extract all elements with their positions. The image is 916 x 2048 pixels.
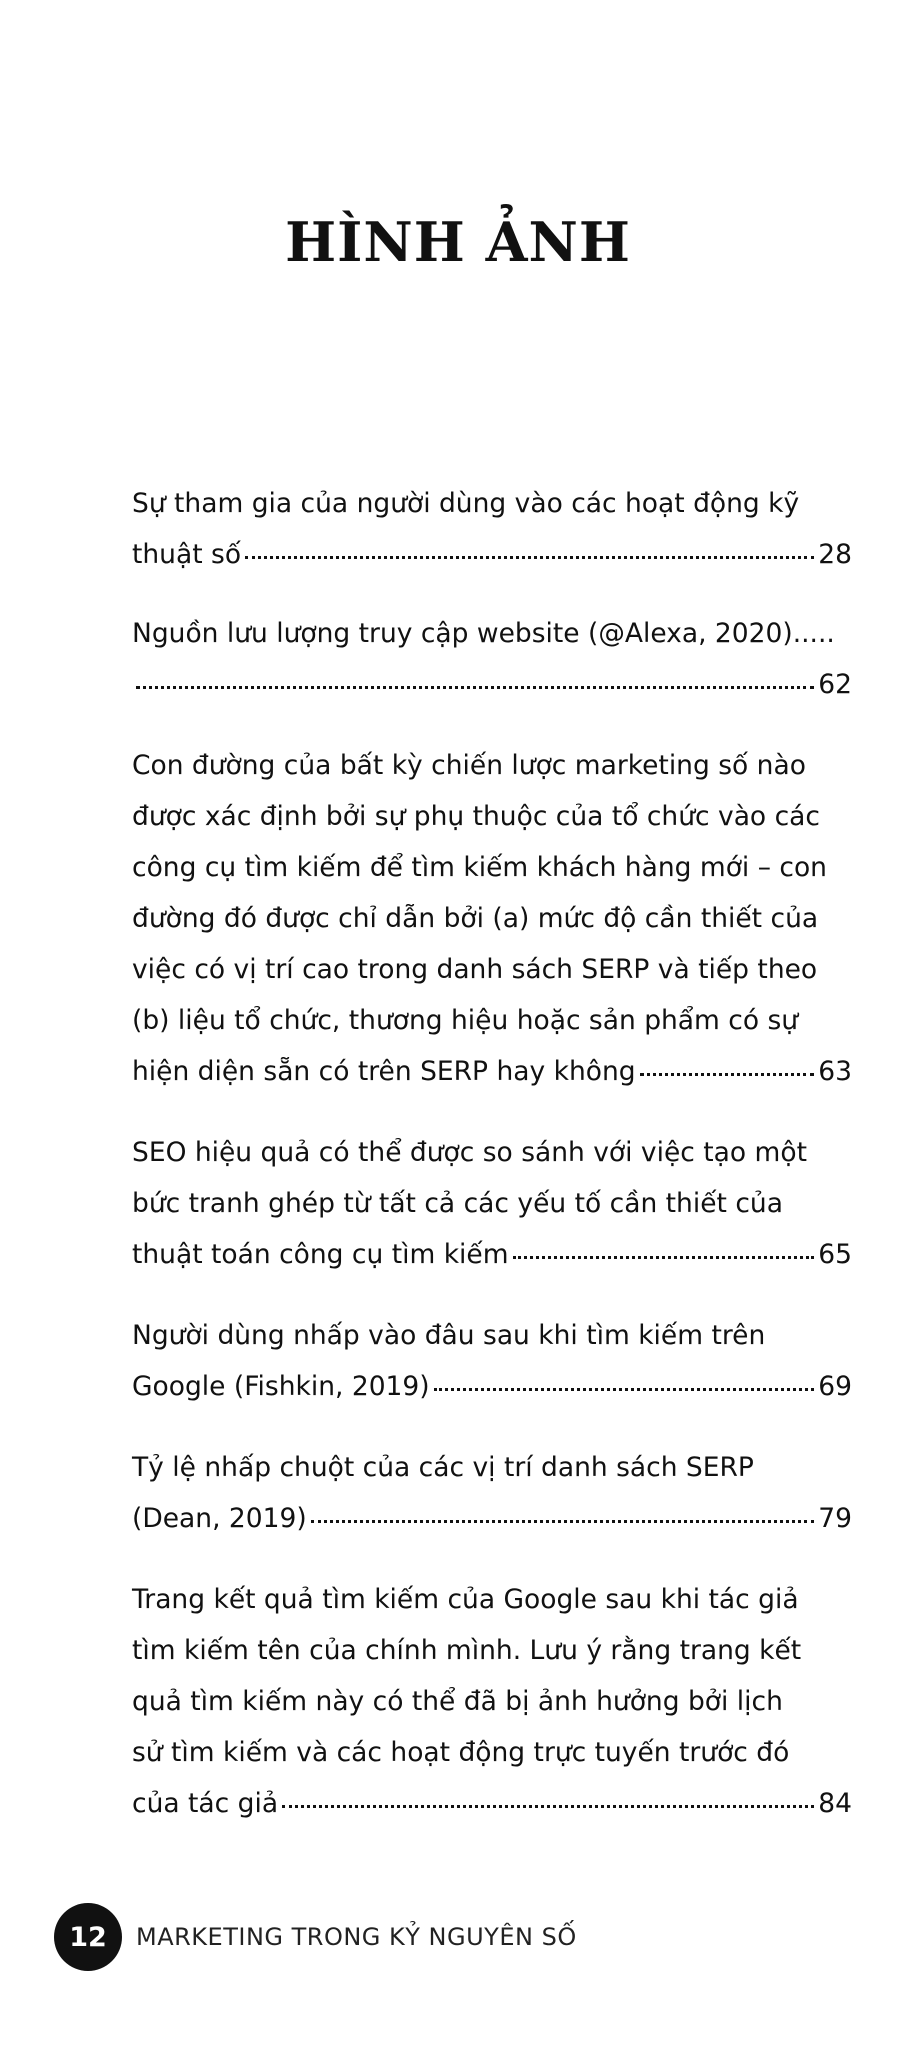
running-book-title: MARKETING TRONG KỶ NGUYÊN SỐ bbox=[136, 1923, 577, 1951]
entry-line: đường đó được chỉ dẫn bởi (a) mức độ cần thiết của bbox=[132, 903, 819, 934]
entry-line: Tỷ lệ nhấp chuột của các vị trí danh sách SERP bbox=[132, 1452, 754, 1483]
entry-last-line bbox=[132, 1229, 852, 1280]
entry-line: bức tranh ghép từ tất cả các yếu tố cần thiết của bbox=[132, 1188, 783, 1219]
entry-page-number: 84 bbox=[818, 1788, 852, 1819]
entry-last-line bbox=[132, 1778, 852, 1829]
dot-leader bbox=[245, 556, 814, 559]
figure-entry bbox=[132, 1310, 852, 1412]
entry-line: Con đường của bất kỳ chiến lược marketing số nào bbox=[132, 750, 806, 781]
entry-text: Google (Fishkin, 2019) bbox=[132, 1371, 430, 1402]
entry-last-line bbox=[132, 1493, 852, 1544]
entry-line: sử tìm kiếm và các hoạt động trực tuyến trước đó bbox=[132, 1737, 790, 1768]
figure-entry bbox=[132, 608, 852, 710]
entry-last-line bbox=[132, 659, 852, 710]
entry-line: được xác định bởi sự phụ thuộc của tổ chức vào các bbox=[132, 801, 820, 832]
entry-line: Sự tham gia của người dùng vào các hoạt động kỹ bbox=[132, 488, 800, 519]
entry-text: (Dean, 2019) bbox=[132, 1503, 307, 1534]
entry-page-number: 69 bbox=[818, 1371, 852, 1402]
page-footer bbox=[54, 1898, 577, 1976]
dot-leader bbox=[282, 1805, 814, 1808]
entry-text: hiện diện sẵn có trên SERP hay không bbox=[132, 1056, 636, 1087]
entry-page-number: 62 bbox=[818, 669, 852, 700]
entry-text: của tác giả bbox=[132, 1788, 279, 1819]
entry-last-line bbox=[132, 1046, 852, 1097]
entry-page-number: 65 bbox=[818, 1239, 852, 1270]
entry-line: Nguồn lưu lượng truy cập website (@Alexa, 2020)..... bbox=[132, 618, 835, 649]
entry-line: tìm kiếm tên của chính mình. Lưu ý rằng trang kết bbox=[132, 1635, 802, 1666]
figure-list bbox=[132, 478, 852, 1859]
entry-line: Trang kết quả tìm kiếm của Google sau khi tác giả bbox=[132, 1584, 799, 1615]
entry-text: thuật số bbox=[132, 539, 242, 570]
figure-entry bbox=[132, 1574, 852, 1829]
entry-line: (b) liệu tổ chức, thương hiệu hoặc sản phẩm có sự bbox=[132, 1005, 799, 1036]
dot-leader bbox=[136, 686, 814, 689]
entry-line: quả tìm kiếm này có thể đã bị ảnh hưởng bởi lịch bbox=[132, 1686, 783, 1717]
entry-last-line bbox=[132, 1361, 852, 1412]
figure-entry bbox=[132, 1127, 852, 1280]
page-title: HÌNH ẢNH bbox=[285, 210, 631, 274]
entry-page-number: 79 bbox=[818, 1503, 852, 1534]
figure-entry bbox=[132, 478, 852, 580]
entry-last-line bbox=[132, 529, 852, 580]
entry-page-number: 63 bbox=[818, 1056, 852, 1087]
entry-text: thuật toán công cụ tìm kiếm bbox=[132, 1239, 509, 1270]
dot-leader bbox=[513, 1256, 815, 1259]
dot-leader bbox=[434, 1388, 815, 1391]
entry-line: việc có vị trí cao trong danh sách SERP và tiếp theo bbox=[132, 954, 818, 985]
page-number-badge: 12 bbox=[54, 1903, 122, 1971]
entry-line: công cụ tìm kiếm để tìm kiếm khách hàng mới – con bbox=[132, 852, 827, 883]
dot-leader bbox=[311, 1520, 815, 1523]
figure-entry bbox=[132, 1442, 852, 1544]
dot-leader bbox=[640, 1073, 815, 1076]
entry-page-number: 28 bbox=[818, 539, 852, 570]
figure-entry bbox=[132, 740, 852, 1097]
entry-line: SEO hiệu quả có thể được so sánh với việc tạo một bbox=[132, 1137, 807, 1168]
entry-line: Người dùng nhấp vào đâu sau khi tìm kiếm trên bbox=[132, 1320, 766, 1351]
